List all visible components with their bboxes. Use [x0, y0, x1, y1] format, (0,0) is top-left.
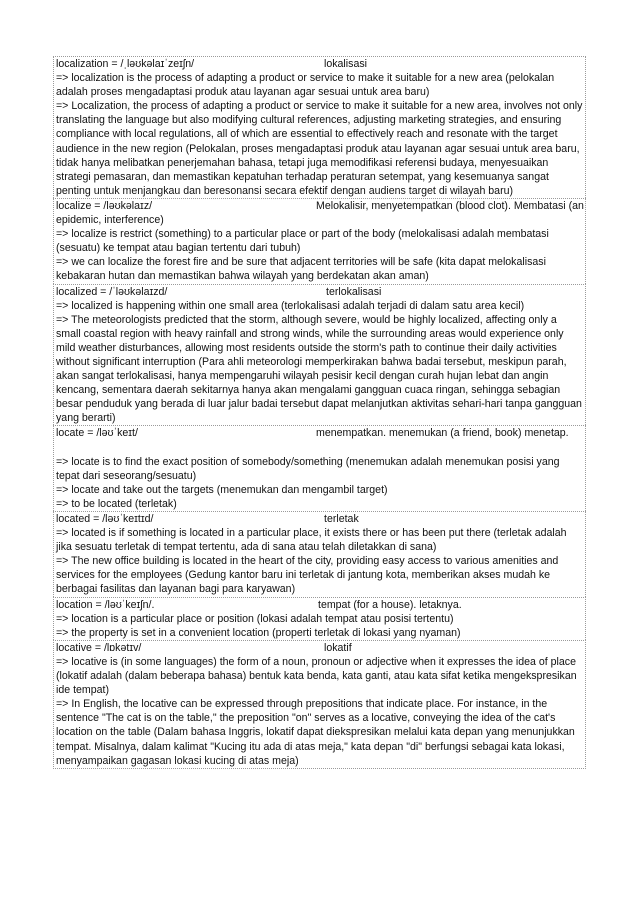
headword: localized = /ˈləʊkəlaɪzd/ [56, 285, 168, 298]
definition-line: => localization is the process of adapting a product or service to make it suitable for a new area (pelokalan adalah proses mengadaptasi produk atau layanan agar sesuai untuk area baru) [56, 72, 555, 99]
translation: tempat (for a house). letaknya. [318, 598, 462, 611]
translation: Melokalisir, menyetempatkan (blood clot). Membatasi (an epidemic, interference) [56, 199, 584, 227]
headword: locate = /ləʊˈkeɪt/ [56, 427, 138, 440]
example-line: => The meteorologists predicted that the storm, although severe, would be highly localized, affecting only a small coastal region with heavy rainfall and strong winds, while the surrounding areas would experience only mild weather disturbances, allowing most residents outside the storm's path to continue their daily activities without significant interruption (Para ahli meteorologi memperkirakan bahwa badai tersebut, meskipun parah, akan sangat terlokalisasi, hanya mempengaruhi wilayah pesisir kecil dengan curah hujan lebat dan angin kencang, sementara daerah sekitarnya hanya akan mengalami gangguan cuaca ringan, sehingga sebagian besar penduduk yang berada di luar jalur badai tersebut dapat melanjutkan aktivitas sehari-hari tanpa gangguan yang berarti) [56, 313, 582, 425]
entry-location [53, 597, 586, 640]
definition-line: => localized is happening within one small area (terlokalisasi adalah terjadi di dalam satu area kecil) [56, 299, 525, 312]
headword: localize = /ləʊkəlaɪz/ [56, 199, 153, 212]
entry-localized [53, 284, 586, 426]
headword: located = /ləʊˈkeɪtɪd/ [56, 513, 154, 525]
headword: location = /ləʊˈkeɪʃn/. [56, 598, 155, 611]
translation: menempatkan. menemukan (a friend, book) menetap. [316, 427, 569, 440]
entry-localization [53, 56, 586, 198]
translation: terletak [324, 513, 359, 525]
definition-line: => localize is restrict (something) to a particular place or part of the body (melokalisasi adalah membatasi (sesuatu) ke tempat atau bagian tertentu dari tubuh) [56, 228, 549, 255]
example-line: => The new office building is located in the heart of the city, providing easy access to various amenities and services for the employees (Gedung kantor baru ini terletak di jantung kota, memberikan akses mudah ke berbagai fasilitas dan layanan bagi para karyawan) [56, 555, 559, 596]
glossary-table [53, 56, 586, 769]
definition-line: => locate is to find the exact position of somebody/something (menemukan adalah menemukan posisi yang tepat dari seseorang/sesuatu) [56, 455, 560, 482]
translation: lokatif [324, 641, 352, 654]
definition-line: => location is a particular place or position (lokasi adalah tempat atau posisi tertentu) [56, 612, 454, 625]
entry-located [53, 511, 586, 597]
entry-localize [53, 198, 586, 284]
example-line: => In English, the locative can be expressed through prepositions that indicate place. For instance, in the sentence "The cat is on the table," the preposition "on" serves as a locative, conveying the idea of the cat's location on the table (Dalam bahasa Inggris, lokatif dapat diekspresikan melalui kata depan yang menunjukkan tempat. Misalnya, dalam kalimat "Kucing itu ada di atas meja," kata depan "di" berfungsi sebagai kata lokasi, menyampaikan gagasan lokasi kucing di atas meja) [56, 698, 575, 767]
example-line: => we can localize the forest fire and be sure that adjacent territories will be safe (kita dapat melokalisasi kebakaran hutan dan memastikan bahwa wilayah yang berdekatan akan aman) [56, 256, 546, 283]
example-line: => the property is set in a convenient location (properti terletak di lokasi yang nyaman) [56, 626, 461, 639]
entry-locate [53, 425, 586, 511]
headword: localization = /ˌləʊkəlaɪˈzeɪʃn/ [56, 58, 195, 70]
translation: lokalisasi [324, 58, 367, 70]
definition-line: => locative is (in some languages) the form of a noun, pronoun or adjective when it expresses the idea of place (lokatif adalah (dalam beberapa bahasa) bentuk kata benda, kata ganti, atau kata sifat ketika mengekspresikan ide tempat) [56, 655, 577, 697]
headword: locative = /lɒkətɪv/ [56, 641, 142, 654]
example-line: => to be located (terletak) [56, 497, 177, 510]
entry-locative [53, 640, 586, 769]
example-line: => Localization, the process of adapting a product or service to make it suitable for a new area, involves not only translating the language but also modifying cultural references, adjusting marketing strategies, and ensuring compliance with local regulations, all of which are essential to effectively reach and resonate with the target audience in the new region (Pelokalan, proses mengadaptasi produk atau layanan agar sesuai untuk area baru, tidak hanya melibatkan penerjemahan bahasa, tetapi juga memodifikasi referensi budaya, menyesuaikan strategi pemasaran, dan memastikan kepatuhan terhadap peraturan setempat, yang kesemuanya sangat penting untuk menjangkau dan beresonansi secara efektif dengan audiens target di wilayah baru) [56, 100, 583, 197]
example-line: => locate and take out the targets (menemukan dan mengambil target) [56, 483, 388, 496]
definition-line: => located is if something is located in a particular place, it exists there or has been put there (terletak adalah jika sesuatu terletak di tempat tertentu, ada di sana atau telah diletakkan di sana) [56, 527, 567, 554]
translation: terlokalisasi [326, 285, 382, 298]
